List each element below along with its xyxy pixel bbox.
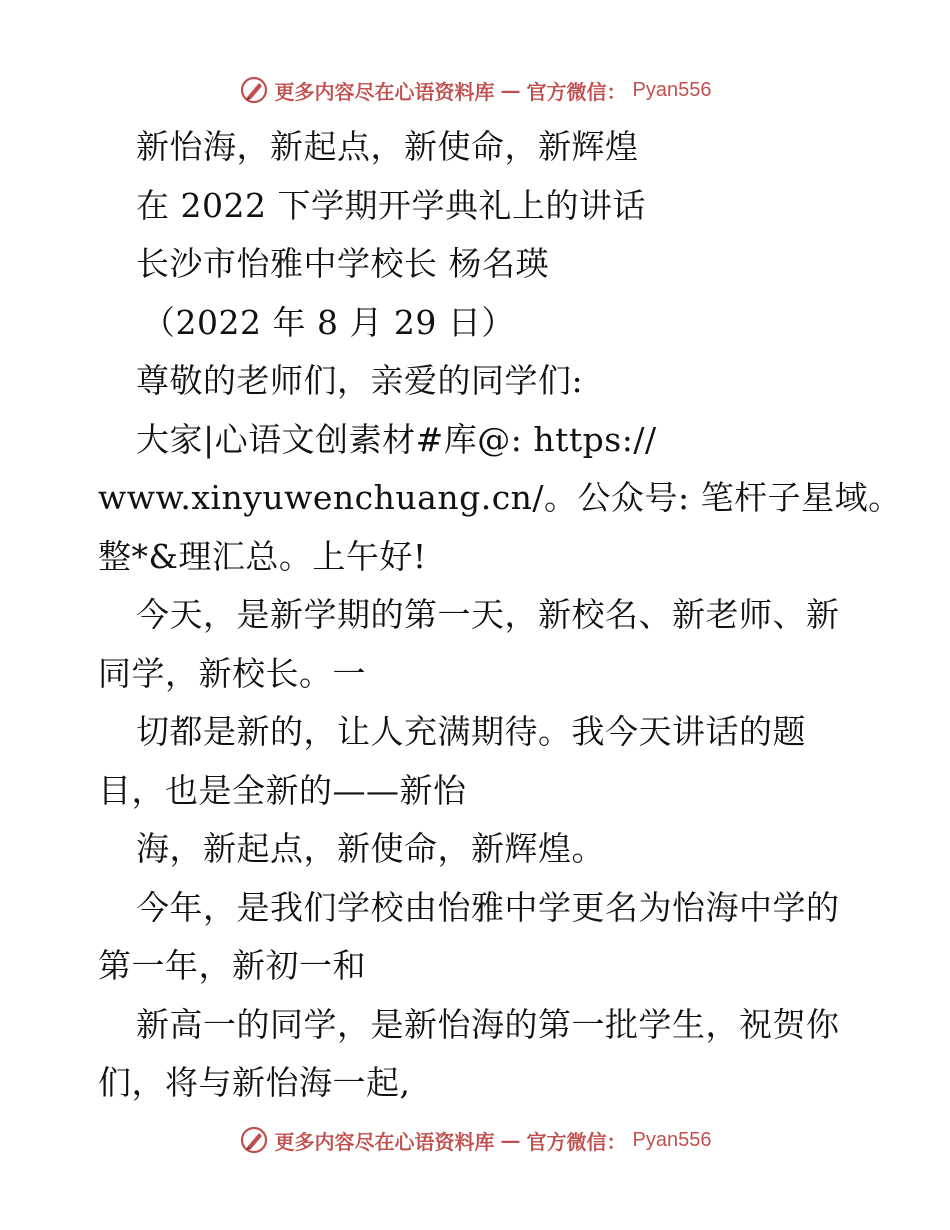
text-line: 们，将与新怡海一起, bbox=[98, 1063, 411, 1102]
text-line: www.xinyuwenchuang.cn/。公众号: 笔杆子星域。 bbox=[98, 478, 902, 517]
text-line: 大家|心语文创素材#库@: https:// bbox=[136, 419, 657, 459]
text-line: 新高一的同学，是新怡海的第一批学生，祝贺你 bbox=[136, 1004, 840, 1044]
document-subtitle: 在 2022 下学期开学典礼上的讲话 bbox=[136, 185, 646, 225]
text-line: 海，新起点，新使命，新辉煌。 bbox=[136, 829, 605, 868]
text-line: 切都是新的，让人充满期待。我今天讲话的题 bbox=[136, 712, 806, 751]
banner-title: 更多内容尽在心语资料库 bbox=[274, 1129, 495, 1154]
pen-logo-icon bbox=[239, 1125, 269, 1155]
text-line: 整*&理汇总。上午好! bbox=[98, 536, 427, 576]
banner-handle: Pyan556 bbox=[632, 1128, 712, 1151]
text-line: 第一年，新初一和 bbox=[98, 946, 366, 985]
text-line: 今天，是新学期的第一天，新校名、新老师、新 bbox=[136, 595, 840, 634]
document-body bbox=[98, 118, 902, 1113]
banner-separator: — bbox=[500, 78, 521, 102]
banner-official-label: 官方微信： bbox=[526, 1129, 627, 1154]
banner-handle: Pyan556 bbox=[632, 78, 712, 101]
text-line: 同学，新校长。一 bbox=[98, 653, 366, 693]
document-date: （2022 年 8 月 29 日） bbox=[142, 302, 515, 342]
header-banner bbox=[0, 70, 950, 110]
banner-separator: — bbox=[500, 1128, 521, 1152]
document-author: 长沙市怡雅中学校长 杨名瑛 bbox=[136, 244, 549, 283]
banner-title: 更多内容尽在心语资料库 bbox=[274, 79, 495, 104]
document-title: 新怡海，新起点，新使命，新辉煌 bbox=[136, 127, 639, 166]
text-line: 今年，是我们学校由怡雅中学更名为怡海中学的 bbox=[136, 887, 840, 927]
footer-banner bbox=[0, 1120, 950, 1160]
pen-logo-icon bbox=[239, 75, 269, 105]
text-line: 尊敬的老师们，亲爱的同学们: bbox=[136, 361, 584, 400]
banner-official-label: 官方微信： bbox=[526, 79, 627, 104]
text-line: 目，也是全新的——新怡 bbox=[98, 770, 467, 810]
